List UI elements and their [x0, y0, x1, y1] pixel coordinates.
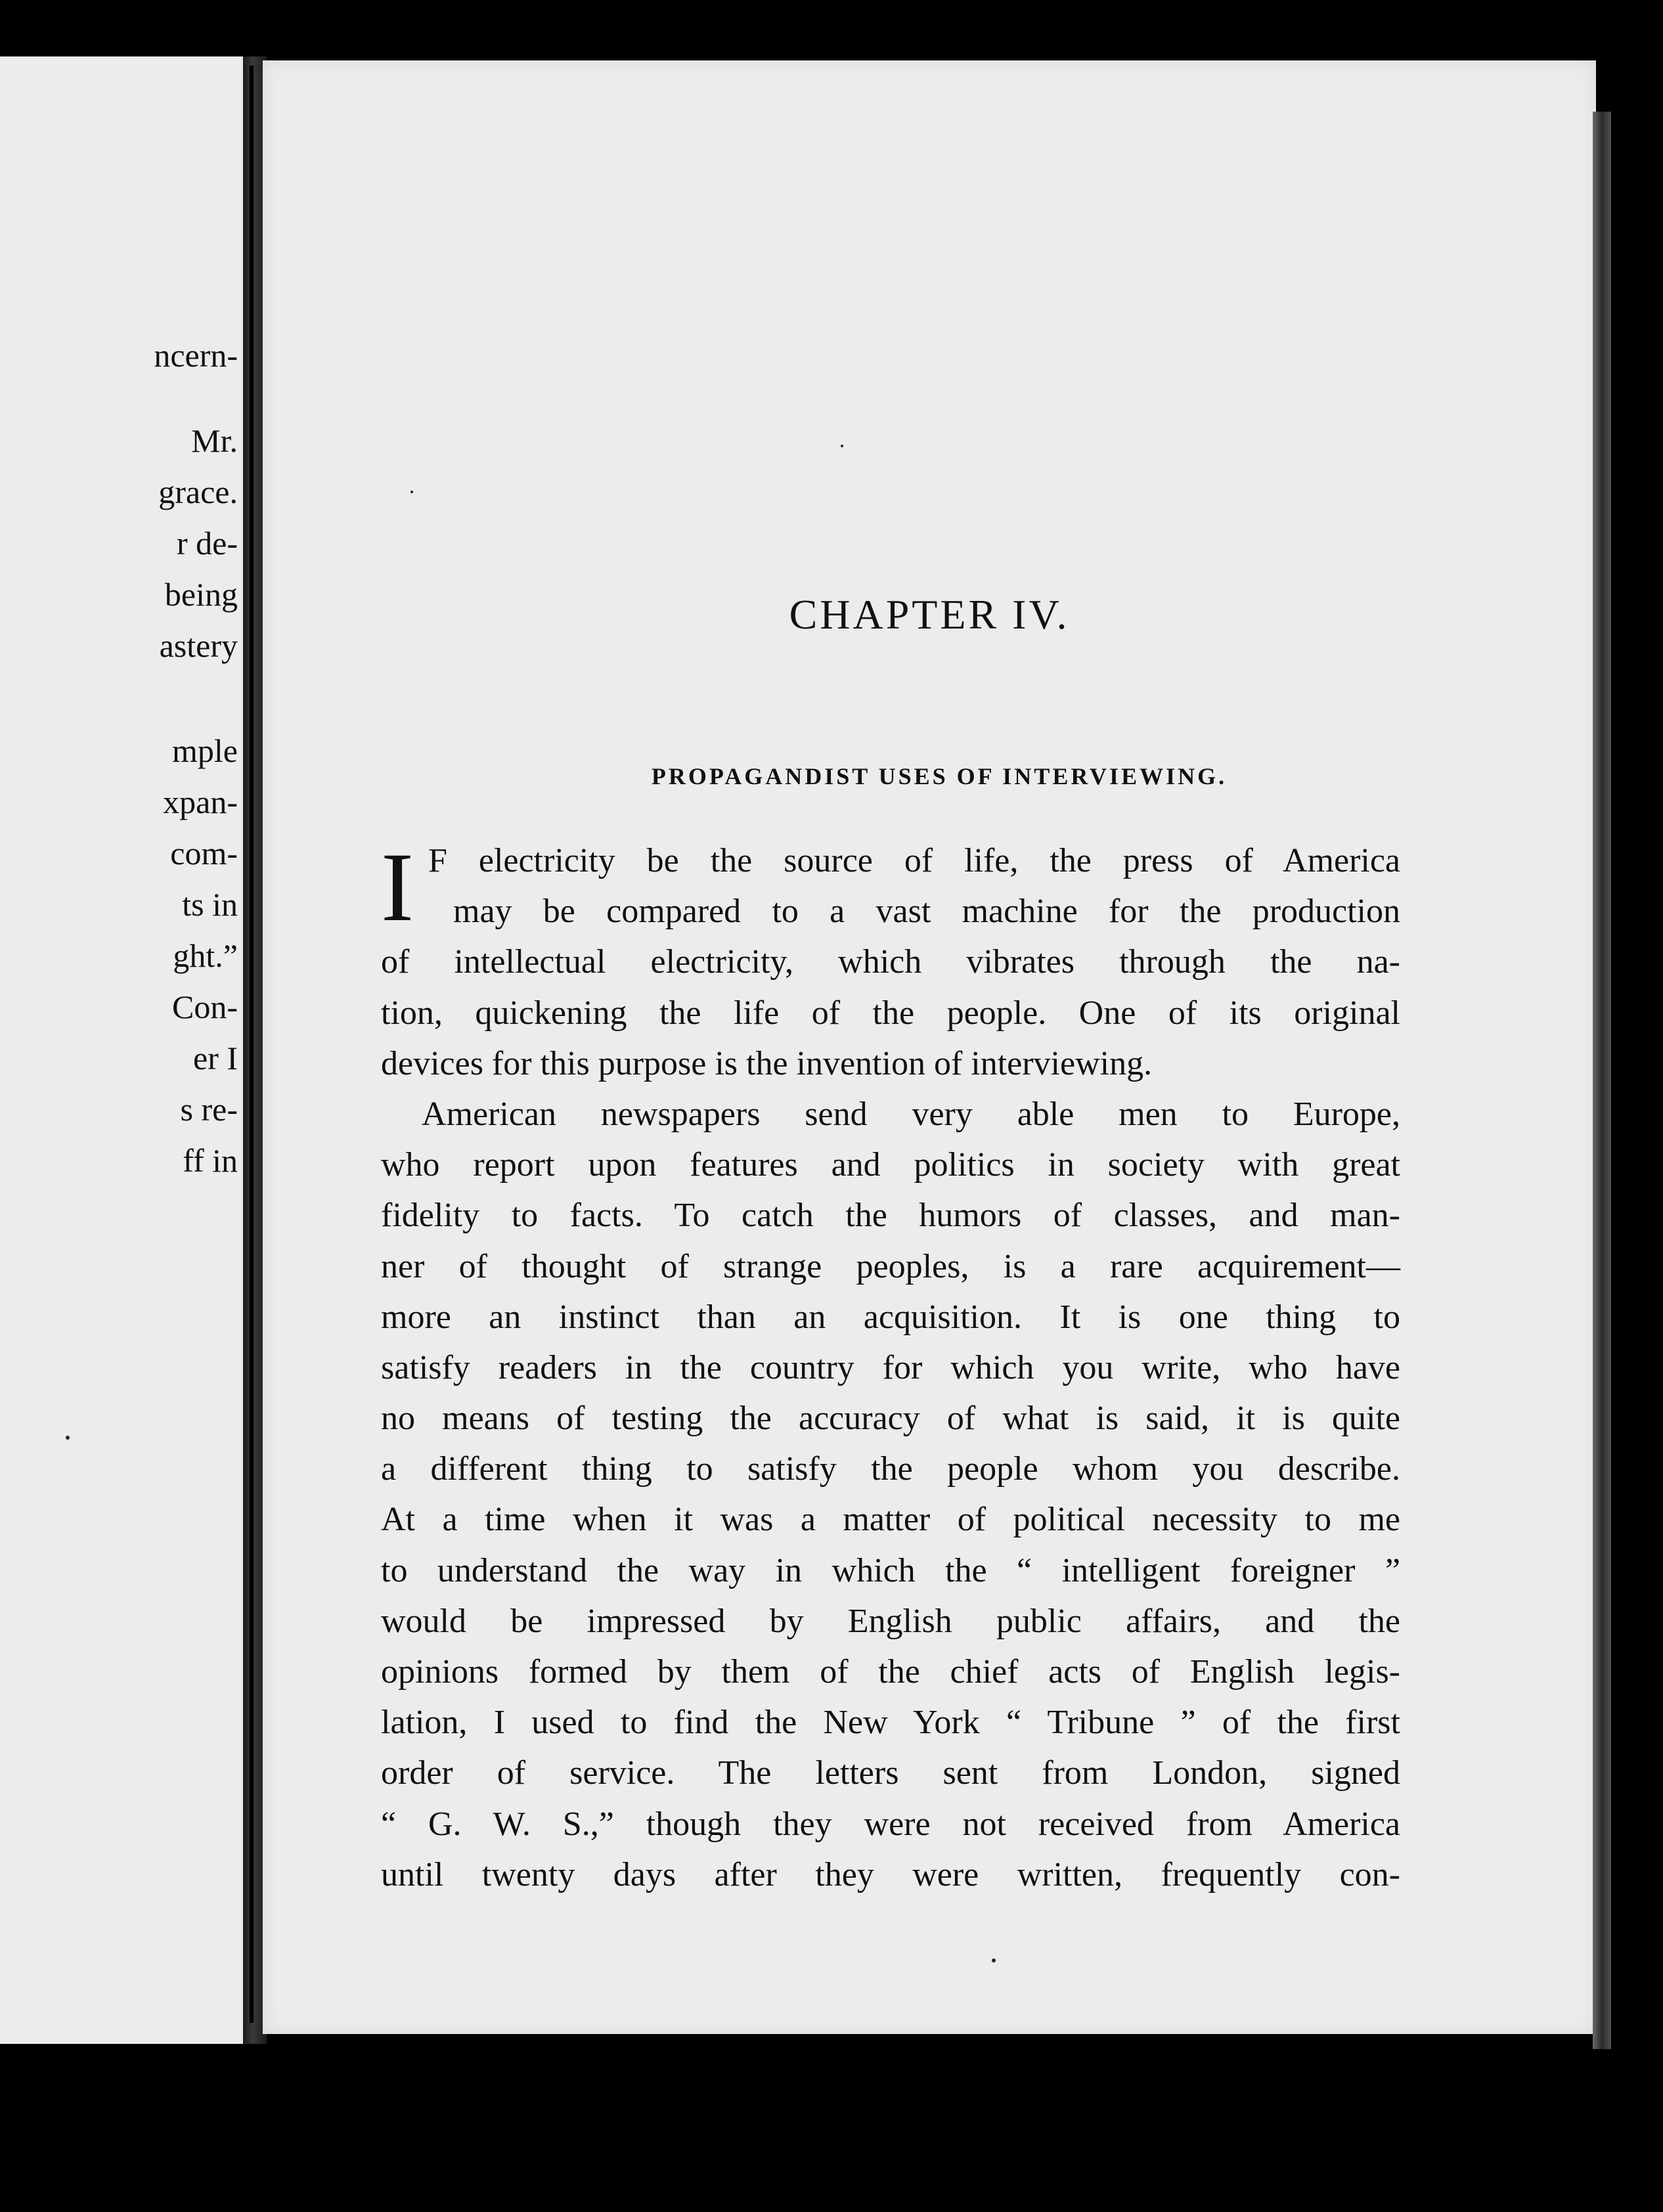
paper-speck: [841, 445, 843, 447]
left-page-line: astery: [159, 627, 238, 664]
paper-speck: [410, 491, 413, 493]
text-line: lation, I used to find the New York “ Tribune ” of the first: [381, 1704, 1400, 1742]
text-line: tion, quickening the life of the people. One of its original: [381, 994, 1400, 1032]
left-page-line: grace.: [158, 474, 238, 510]
left-page-line: mple: [172, 732, 238, 769]
text-line: F electricity be the source of life, the press of America: [428, 842, 1400, 879]
text-line: satisfy readers in the country for which you write, who have: [381, 1348, 1400, 1386]
chapter-title: CHAPTER IV.: [789, 591, 1070, 638]
text-line: At a time when it was a matter of political necessity to me: [381, 1501, 1400, 1539]
left-page-line: ght.”: [173, 937, 238, 974]
left-page-line: er I: [193, 1040, 238, 1076]
text-line: no means of testing the accuracy of what is said, it is quite: [381, 1400, 1400, 1438]
paper-speck: [66, 1436, 70, 1440]
previous-page-fragment: [0, 56, 243, 2044]
paper-speck: [992, 1958, 996, 1962]
left-page-line: being: [164, 576, 238, 613]
book-page: [263, 60, 1596, 2034]
text-line: would be impressed by English public affairs, and the: [381, 1602, 1400, 1640]
gutter-fold-line: [250, 66, 254, 2023]
drop-cap-letter: I: [381, 833, 414, 942]
text-line: opinions formed by them of the chief acts of English legis-: [381, 1653, 1400, 1691]
text-line: devices for this purpose is the invention of interviewing.: [381, 1044, 1153, 1082]
text-line: until twenty days after they were written, frequently con-: [381, 1855, 1400, 1893]
text-line: more an instinct than an acquisition. It is one thing to: [381, 1298, 1400, 1336]
text-line: who report upon features and politics in society with great: [381, 1146, 1400, 1184]
left-page-line: com-: [170, 835, 238, 872]
page-edge-shadow: [1593, 112, 1611, 2049]
text-line: American newspapers send very able men to Europe,: [422, 1095, 1400, 1133]
left-page-line: xpan-: [163, 784, 238, 820]
text-line: order of service. The letters sent from London, signed: [381, 1754, 1400, 1792]
left-page-line: ts in: [182, 886, 238, 923]
text-line: a different thing to satisfy the people whom you describe.: [381, 1450, 1400, 1488]
left-page-line: s re-: [180, 1091, 238, 1128]
chapter-subtitle: PROPAGANDIST USES OF INTERVIEWING.: [651, 763, 1228, 789]
text-line: ner of thought of strange peoples, is a rare acquirement—: [381, 1247, 1400, 1285]
left-page-line: r de-: [177, 525, 238, 562]
left-page-line: ff in: [183, 1142, 238, 1179]
text-line: to understand the way in which the “ intelligent foreigner ”: [381, 1551, 1400, 1589]
text-line: may be compared to a vast machine for the production: [453, 893, 1400, 931]
left-page-line: Mr.: [191, 422, 238, 459]
text-line: of intellectual electricity, which vibrates through the na-: [381, 943, 1400, 981]
text-line: “ G. W. S.,” though they were not received from America: [381, 1805, 1400, 1843]
chapter-body: [381, 835, 1400, 1900]
left-page-line: Con-: [172, 988, 238, 1025]
text-line: fidelity to facts. To catch the humors of classes, and man-: [381, 1197, 1400, 1235]
left-page-line: ncern-: [154, 337, 238, 374]
